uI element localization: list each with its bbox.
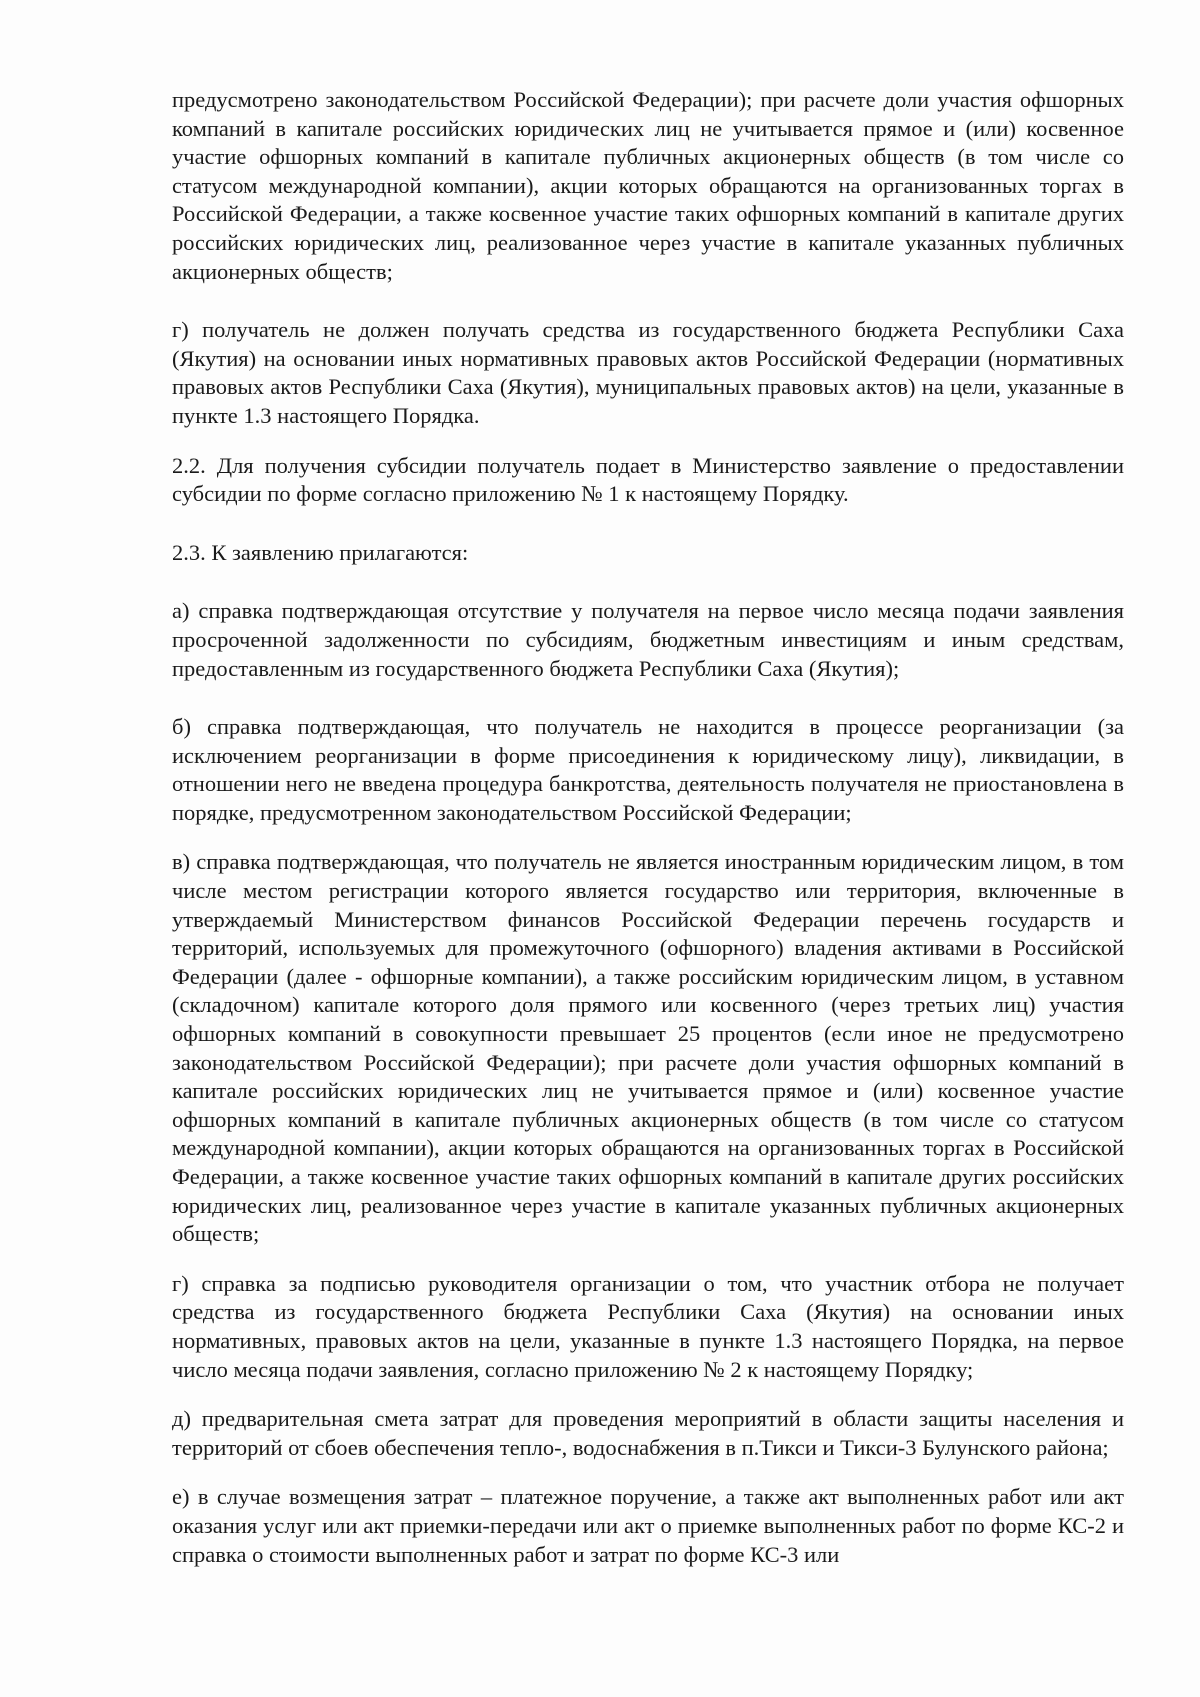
paragraph-item-g-head-signature-certificate: г) справка за подписью руководителя организации о том, что участник отбора не получает средства из государственного бюджета Республики Саха (Якутия) на основании иных нормативных, правовых актов на цели, указанные в пункте 1.3 настоящего Порядка, на первое число месяца подачи заявления, согласно приложению № 2 к настоящему Порядку; bbox=[172, 1270, 1124, 1382]
document-body bbox=[172, 86, 1124, 1569]
paragraph-item-d-cost-estimate: д) предварительная смета затрат для проведения мероприятий в области защиты населения и территорий от сбоев обеспечения тепло-, водоснабжения в п.Тикси и Тикси-3 Булунского района; bbox=[172, 1406, 1124, 1460]
paragraph-item-v-foreign-entity-certificate: в) справка подтверждающая, что получатель не является иностранным юридическим лицом, в том числе местом регистрации которого является государство или территория, включенные в утверждаемый Министерством финансов Российской Федерации перечень государств и территорий, используемых для промежуточного (офшорного) владения активами в Российской Федерации (далее - офшорные компании), а также российским юридическим лицом, в уставном (складочном) капитале которого доля прямого или косвенного (через третьих лиц) участия офшорных компаний в совокупности превышает 25 процентов (если иное не предусмотрено законодательством Российской Федерации); при расчете доли участия офшорных компаний в капитале российских юридических лиц не учитывается прямое и (или) косвенное участие офшорных компаний в капитале публичных акционерных обществ (в том числе со статусом международной компании), акции которых обращаются на организованных торгах в Российской Федерации, а также косвенное участие таких офшорных компаний в капитале других российских юридических лиц, реализованное через участие в капитале указанных публичных акционерных обществ; bbox=[172, 849, 1124, 1247]
paragraph-item-a-debt-certificate: а) справка подтверждающая отсутствие у получателя на первое число месяца подачи заявления просроченной задолженности по субсидиям, бюджетным инвестициям и иным средствам, предоставленным из государственного бюджета Республики Саха (Якутия); bbox=[172, 598, 1124, 681]
paragraph-2-2-application: 2.2. Для получения субсидии получатель подает в Министерство заявление о предоставлении субсидии по форме согласно приложению № 1 к настоящему Порядку. bbox=[172, 452, 1124, 507]
paragraph-item-g-budget-funds: г) получатель не должен получать средства из государственного бюджета Республики Саха (Якутия) на основании иных нормативных правовых актов Российской Федерации (нормативных правовых актов Республики Саха (Якутия), муниципальных правовых актов) на цели, указанные в пункте 1.3 настоящего Порядка. bbox=[172, 317, 1124, 428]
paragraph-2-3-attachments: 2.3. К заявлению прилагаются: bbox=[172, 539, 469, 565]
paragraph-item-b-reorganization-certificate: б) справка подтверждающая, что получатель не находится в процессе реорганизации (за исключением реорганизации в форме присоединения к юридическому лицу), ликвидации, в отношении него не введена процедура банкротства, деятельность получателя не приостановлена в порядке, предусмотренном законодательством Российской Федерации; bbox=[172, 714, 1124, 825]
paragraph-offshore-continuation: предусмотрено законодательством Российской Федерации); при расчете доли участия офшорных компаний в капитале российских юридических лиц не учитывается прямое и (или) косвенное участие офшорных компаний в капитале публичных акционерных обществ (в том числе со статусом международной компании), акции которых обращаются на организованных торгах в Российской Федерации, а также косвенное участие таких офшорных компаний в капитале других российских юридических лиц, реализованное через участие в капитале указанных публичных акционерных обществ; bbox=[172, 87, 1124, 284]
paragraph-item-e-cost-reimbursement: е) в случае возмещения затрат – платежное поручение, а также акт выполненных работ или акт оказания услуг или акт приемки-передачи или акт о приемке выполненных работ по форме КС-2 и справка о стоимости выполненных работ и затрат по форме КС-3 или bbox=[172, 1484, 1124, 1567]
